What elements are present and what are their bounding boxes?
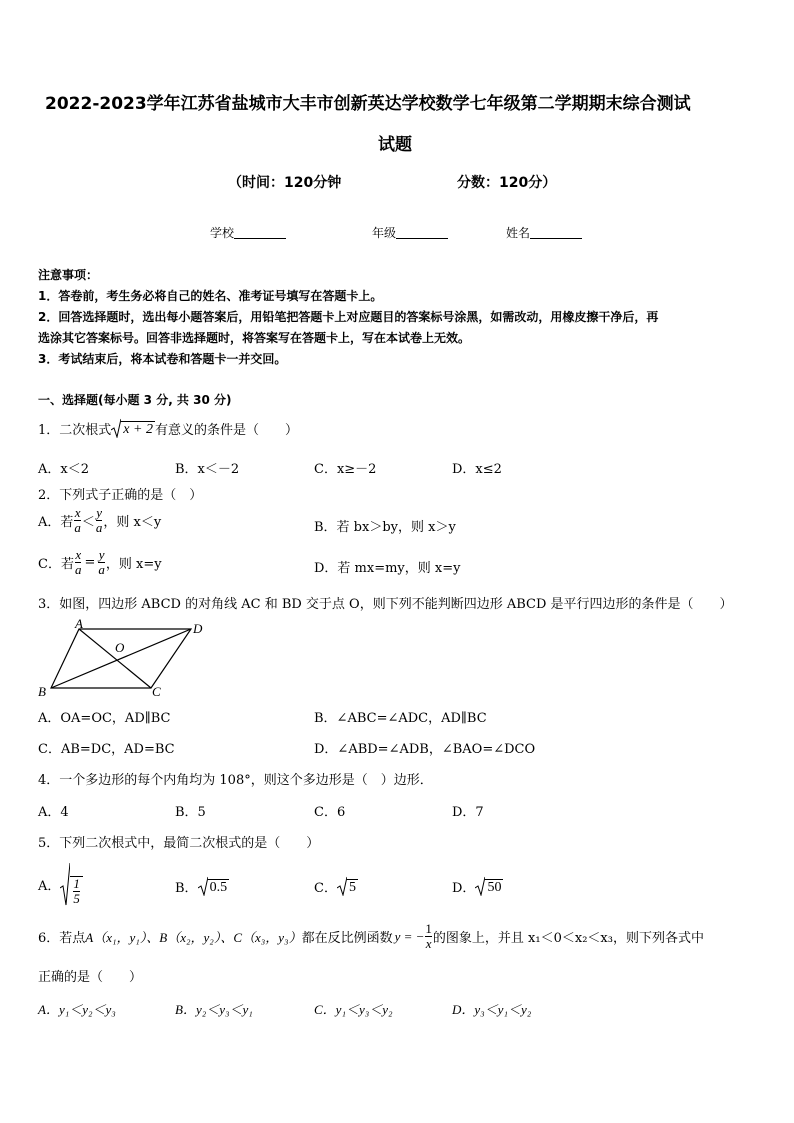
notes-heading: 注意事项： — [38, 268, 99, 282]
note-2-line2: 选涂其它答案标号。回答非选择题时，将答案写在答题卡上，写在本试卷上无效。 — [38, 331, 471, 345]
q3-option-d: D．∠ABD=∠ADB，∠BAO=∠DCO — [314, 742, 536, 757]
q2-option-d: D．若 mx=my，则 x=y — [314, 561, 461, 576]
center-label-o: O — [115, 640, 125, 655]
q2-option-a: A．若 $\frac{x}{a}$ ＜ $\frac{y}{a}$ ，则 x＜y — [38, 505, 162, 535]
q5-option-a: A． $\frac{1}{5}$ — [38, 862, 83, 906]
q6-option-d: D．y₃＜y₁＜y₂ — [452, 1002, 532, 1017]
q1-option-a: A．x＜2 — [38, 462, 89, 477]
vertex-label-a: A — [75, 616, 83, 631]
note-1: 1．答卷前，考生务必将自己的姓名、准考证号填写在答题卡上。 — [38, 289, 383, 303]
question-3-stem: 3．如图，四边形 ABCD 的对角线 AC 和 BD 交于点 O，则下列不能判断四边形 ABCD 是平行四边形的条件是（ ） — [38, 597, 733, 612]
exam-title-line1: 2022-2023学年江苏省盐城市大丰市创新英达学校数学七年级第二学期期末综合测试 — [45, 94, 691, 114]
sqrt-expression: x + 2 — [111, 418, 155, 438]
question-5-stem: 5．下列二次根式中，最简二次根式的是（ ） — [38, 836, 320, 851]
q6-option-b: B．y₂＜y₃＜y₁ — [175, 1002, 253, 1017]
q4-option-a: A．4 — [38, 805, 69, 820]
question-6-stem: 6．若点 A（x₁，y₁）、B（x₂，y₂）、C（x₃，y₃） 都在反比例函数 y = − $\frac{1}{x}$ 的图象上，并且 x₁＜0＜x₂＜x₃，则下列各式中 — [38, 921, 704, 951]
note-3: 3．考试结束后，将本试卷和答题卡一并交回。 — [38, 352, 287, 366]
parallelogram-diagram — [36, 616, 206, 700]
question-2-stem: 2．下列式子正确的是（ ） — [38, 488, 203, 503]
vertex-label-c: C — [152, 684, 161, 699]
q1-option-b: B．x＜－2 — [175, 462, 240, 477]
question-4-stem: 4．一个多边形的每个内角均为 108°，则这个多边形是（ ）边形． — [38, 773, 433, 788]
grade-field: 年级 — [372, 224, 448, 241]
q4-option-b: B．5 — [175, 805, 206, 820]
exam-title-line2: 试题 — [378, 135, 412, 155]
q5-option-d: D． 50 — [452, 876, 503, 896]
q3-option-b: B．∠ABC=∠ADC，AD∥BC — [314, 711, 487, 726]
q1-option-d: D．x≤2 — [452, 462, 502, 477]
q5-option-b: B． 0.5 — [175, 876, 229, 896]
q2-option-b: B．若 bx＞by，则 x＞y — [314, 520, 456, 535]
name-field: 姓名 — [506, 224, 582, 241]
question-1-stem: 1．二次根式 x + 2 有意义的条件是（ ） — [38, 418, 298, 438]
vertex-label-d: D — [193, 621, 203, 636]
q1-option-c: C．x≥－2 — [314, 462, 377, 477]
question-6-stem-line2: 正确的是（ ） — [38, 970, 143, 985]
q4-option-c: C．6 — [314, 805, 346, 820]
q6-option-c: C．y₁＜y₃＜y₂ — [314, 1002, 393, 1017]
vertex-label-b: B — [38, 684, 46, 699]
q3-option-c: C．AB=DC，AD=BC — [38, 742, 175, 757]
school-field: 学校 — [210, 224, 286, 241]
q2-option-c: C．若 $\frac{x}{a}$ = $\frac{y}{a}$ ，则 x=y — [38, 547, 162, 577]
note-2-line1: 2．回答选择题时，选出每小题答案后，用铅笔把答题卡上对应题目的答案标号涂黑，如需改动，用橡皮擦干净后，再 — [38, 310, 659, 324]
exam-time: （时间：120分钟 — [228, 175, 342, 191]
q5-option-c: C． 5 — [314, 876, 358, 896]
q3-option-a: A．OA=OC，AD∥BC — [38, 711, 171, 726]
sqrt-fraction: $\frac{1}{5}$ — [60, 862, 83, 906]
exam-score: 分数：120分） — [457, 175, 557, 191]
section-heading: 一、选择题(每小题 3 分, 共 30 分) — [38, 393, 232, 407]
q4-option-d: D．7 — [452, 805, 484, 820]
q6-option-a: A．y₁＜y₂＜y₃ — [38, 1002, 116, 1017]
